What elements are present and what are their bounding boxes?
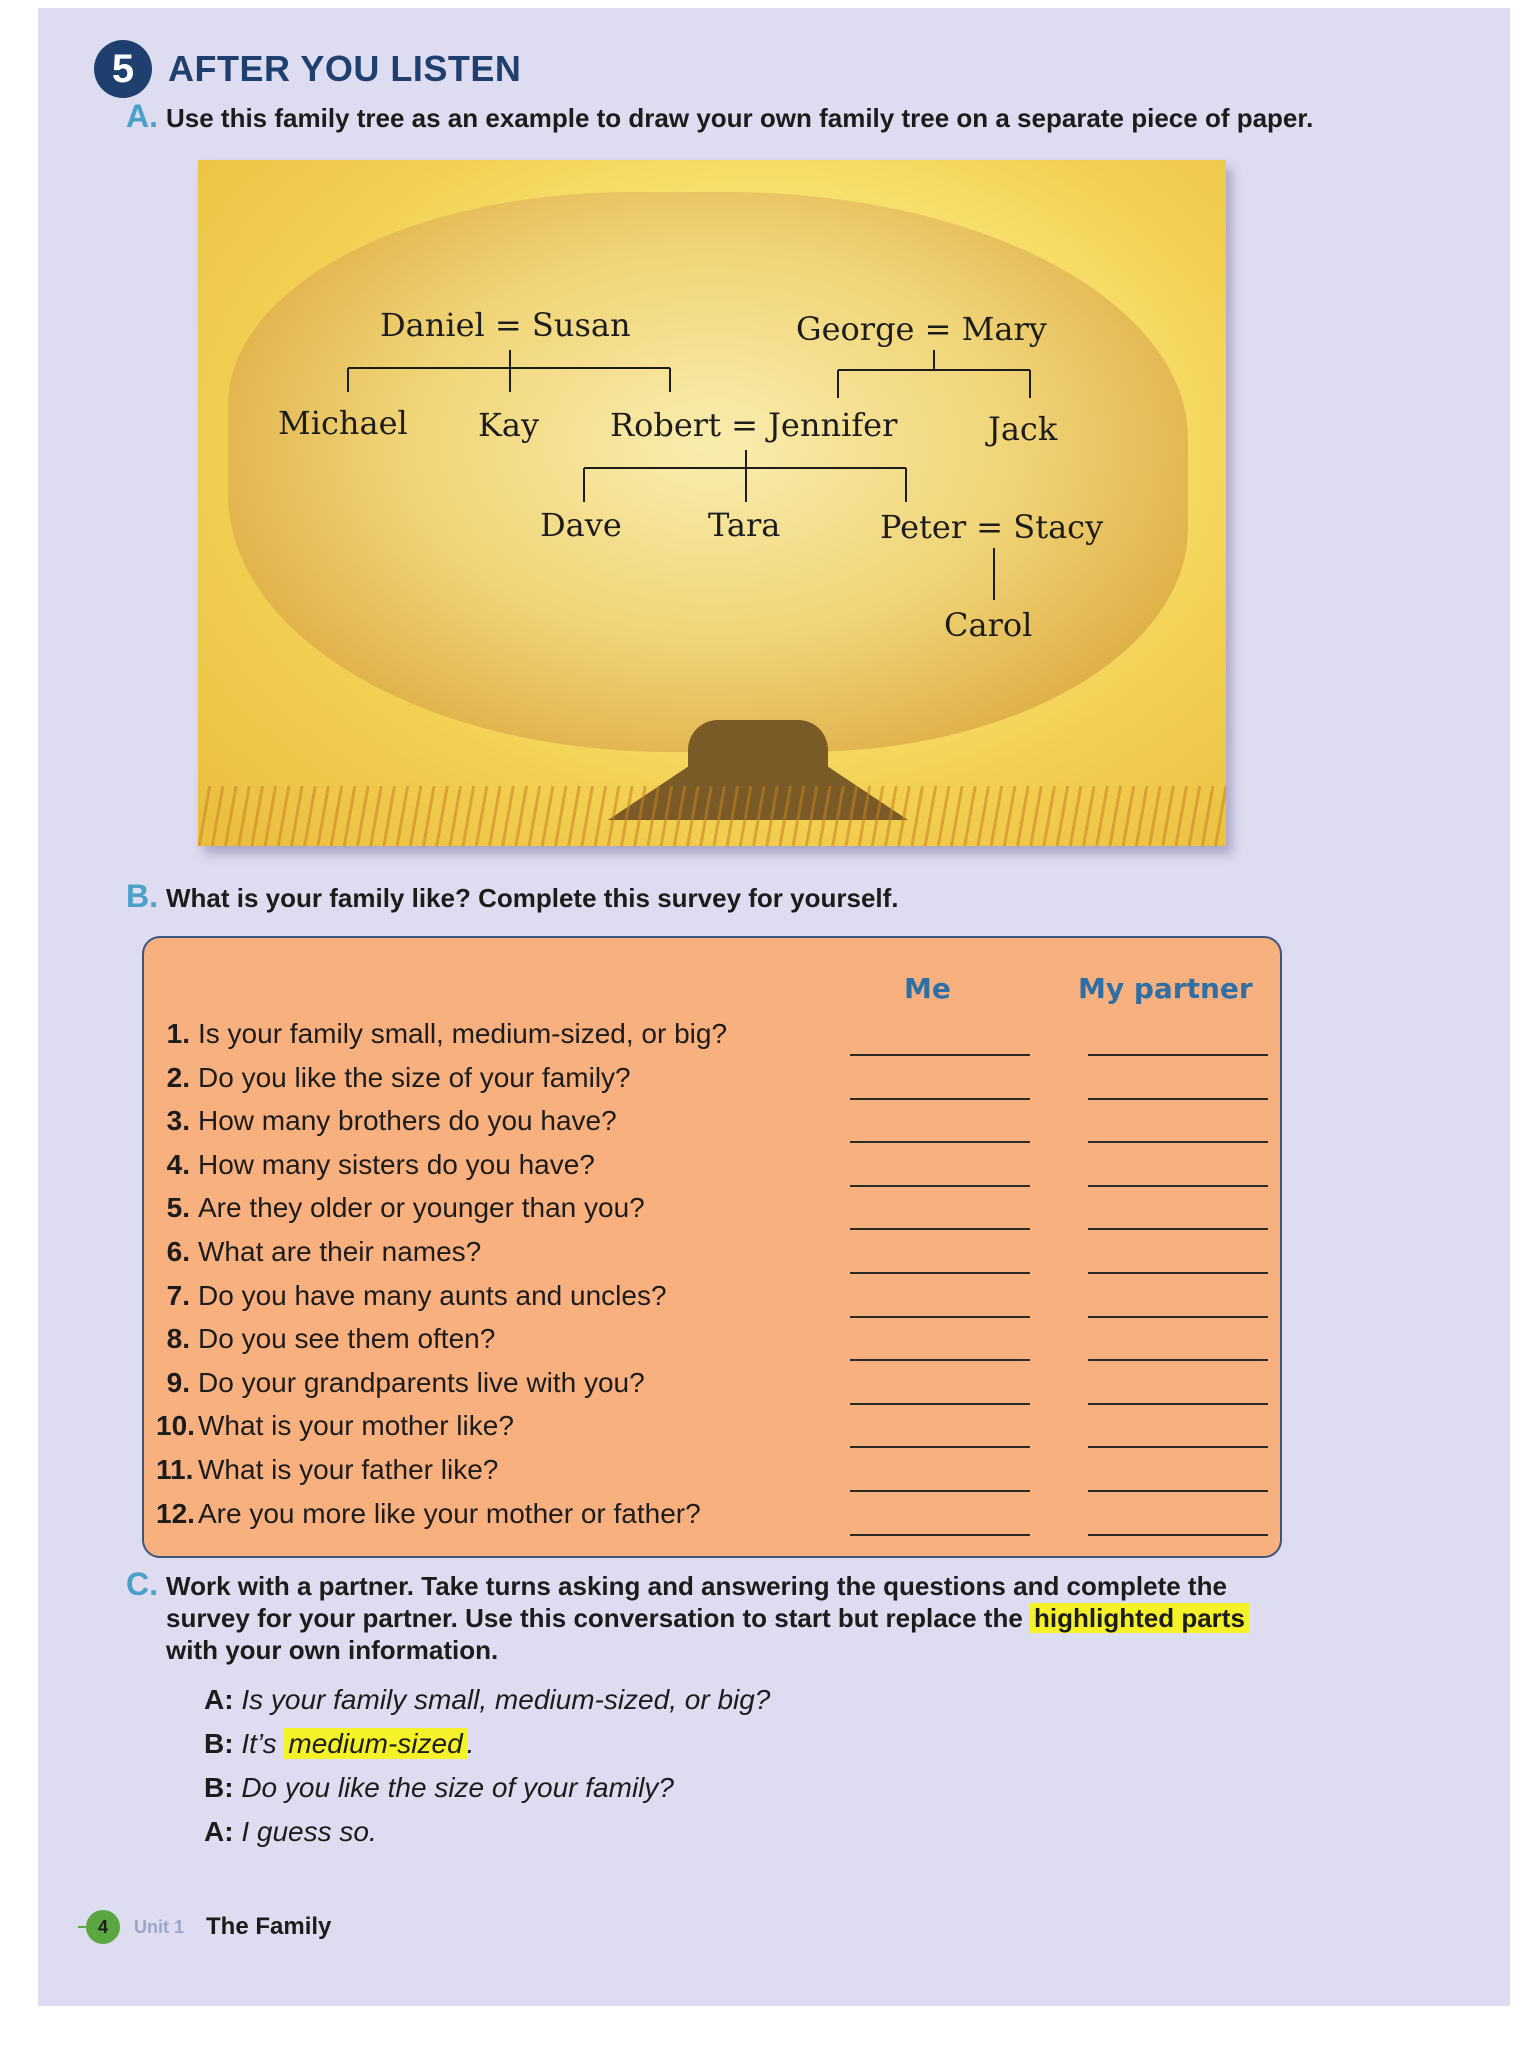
conversation-text: I guess so. bbox=[241, 1816, 377, 1847]
answer-blank-me[interactable] bbox=[850, 1490, 1030, 1492]
answer-blank-partner[interactable] bbox=[1088, 1272, 1268, 1274]
tree-name-michael: Michael bbox=[278, 404, 408, 442]
survey-question bbox=[156, 1105, 776, 1137]
answer-blank-me[interactable] bbox=[850, 1272, 1030, 1274]
survey-question-text: Do you like the size of your family? bbox=[198, 1061, 631, 1093]
answer-blank-me[interactable] bbox=[850, 1141, 1030, 1143]
survey-col-partner: My partner bbox=[1078, 972, 1253, 1005]
answer-blank-me[interactable] bbox=[850, 1228, 1030, 1230]
footer-rule bbox=[78, 1926, 86, 1928]
survey-question-text: What is your father like? bbox=[198, 1454, 499, 1485]
part-c-highlight: highlighted parts bbox=[1030, 1603, 1249, 1633]
workbook-page bbox=[38, 8, 1510, 2006]
survey-question bbox=[156, 1367, 776, 1399]
survey-question bbox=[156, 1062, 776, 1094]
survey-question-number: 8. bbox=[166, 1323, 190, 1355]
conversation-text: It’s bbox=[241, 1728, 277, 1759]
tree-name-tara: Tara bbox=[708, 506, 781, 544]
survey-question bbox=[156, 1498, 776, 1530]
conversation-text: Do you like the size of your family? bbox=[241, 1772, 674, 1803]
footer-unit: Unit 1 bbox=[134, 1916, 185, 1937]
conversation-line bbox=[204, 1728, 474, 1760]
answer-blank-me[interactable] bbox=[850, 1446, 1030, 1448]
survey-question-text: Do you have many aunts and uncles? bbox=[198, 1279, 667, 1311]
survey-question-text: Are they older or younger than you? bbox=[198, 1192, 645, 1224]
survey-question bbox=[156, 1410, 776, 1442]
tree-name-peter-stacy: Peter = Stacy bbox=[880, 508, 1104, 546]
answer-blank-me[interactable] bbox=[850, 1403, 1030, 1405]
answer-blank-me[interactable] bbox=[850, 1316, 1030, 1318]
answer-blank-partner[interactable] bbox=[1088, 1446, 1268, 1448]
answer-blank-me[interactable] bbox=[850, 1185, 1030, 1187]
survey-question-number: 5. bbox=[166, 1192, 190, 1224]
tree-name-kay: Kay bbox=[478, 406, 540, 444]
survey-question-text: How many sisters do you have? bbox=[198, 1148, 595, 1180]
survey-question-number: 1. bbox=[166, 1018, 190, 1049]
speaker-label: A: bbox=[204, 1684, 234, 1715]
survey-question-number: 4. bbox=[166, 1148, 190, 1180]
family-tree-lines bbox=[198, 160, 1226, 846]
part-a-text: Use this family tree as an example to draw your own family tree on a separate piece of paper. bbox=[166, 103, 1314, 133]
speaker-label: B: bbox=[204, 1728, 234, 1759]
answer-blank-partner[interactable] bbox=[1088, 1534, 1268, 1536]
survey-question-text: How many brothers do you have? bbox=[198, 1105, 617, 1137]
survey-question-number: 10. bbox=[156, 1410, 195, 1442]
survey-box bbox=[142, 936, 1282, 1558]
survey-col-me: Me bbox=[904, 972, 951, 1005]
survey-question-text: What is your mother like? bbox=[198, 1410, 514, 1442]
part-b-text: What is your family like? Complete this survey for yourself. bbox=[166, 883, 899, 913]
answer-blank-partner[interactable] bbox=[1088, 1228, 1268, 1230]
answer-blank-me[interactable] bbox=[850, 1054, 1030, 1056]
survey-question-number: 12. bbox=[156, 1497, 195, 1529]
footer-title: The Family bbox=[206, 1913, 332, 1940]
section-title: AFTER YOU LISTEN bbox=[168, 48, 522, 89]
survey-question-text: Is your family small, medium-sized, or big? bbox=[198, 1018, 728, 1049]
part-b-instruction bbox=[126, 880, 899, 914]
conversation-highlight: medium-sized bbox=[284, 1728, 466, 1759]
page-number: 4 bbox=[86, 1910, 120, 1944]
conversation-text: Is your family small, medium-sized, or big? bbox=[241, 1684, 771, 1715]
survey-question-number: 9. bbox=[166, 1366, 190, 1398]
part-c-line1: Work with a partner. Take turns asking and answering the questions and complete the bbox=[166, 1571, 1227, 1601]
section-header bbox=[94, 40, 521, 98]
survey-question bbox=[156, 1018, 776, 1050]
answer-blank-partner[interactable] bbox=[1088, 1403, 1268, 1405]
part-b-letter: B. bbox=[126, 878, 158, 914]
conversation-text-end: . bbox=[466, 1728, 475, 1759]
survey-question-text: Are you more like your mother or father? bbox=[198, 1497, 701, 1529]
part-a-instruction bbox=[126, 100, 1313, 134]
part-a-letter: A. bbox=[126, 98, 158, 134]
survey-question bbox=[156, 1192, 776, 1224]
answer-blank-partner[interactable] bbox=[1088, 1141, 1268, 1143]
speaker-label: B: bbox=[204, 1772, 234, 1803]
survey-question-text: Do your grandparents live with you? bbox=[198, 1366, 645, 1398]
tree-name-carol: Carol bbox=[944, 606, 1033, 644]
page-footer bbox=[78, 1910, 331, 1944]
part-c-letter: C. bbox=[126, 1566, 158, 1602]
conversation-line bbox=[204, 1684, 770, 1716]
survey-question bbox=[156, 1149, 776, 1181]
part-c-line2: survey for your partner. Use this conversation to start but replace the bbox=[166, 1603, 1023, 1633]
survey-question-text: Do you see them often? bbox=[198, 1323, 496, 1355]
answer-blank-me[interactable] bbox=[850, 1098, 1030, 1100]
conversation-line bbox=[204, 1816, 377, 1848]
answer-blank-partner[interactable] bbox=[1088, 1359, 1268, 1361]
survey-question bbox=[156, 1323, 776, 1355]
tree-name-daniel-susan: Daniel = Susan bbox=[380, 306, 631, 344]
answer-blank-partner[interactable] bbox=[1088, 1098, 1268, 1100]
answer-blank-partner[interactable] bbox=[1088, 1316, 1268, 1318]
survey-question bbox=[156, 1280, 776, 1312]
speaker-label: A: bbox=[204, 1816, 234, 1847]
tree-name-jack: Jack bbox=[988, 410, 1058, 448]
tree-name-dave: Dave bbox=[540, 506, 622, 544]
conversation-line bbox=[204, 1772, 674, 1804]
answer-blank-partner[interactable] bbox=[1088, 1490, 1268, 1492]
answer-blank-partner[interactable] bbox=[1088, 1054, 1268, 1056]
survey-question-number: 11. bbox=[156, 1454, 194, 1485]
part-c-instruction bbox=[126, 1568, 1249, 1666]
page-margin bbox=[0, 0, 38, 2048]
family-tree-illustration bbox=[198, 160, 1226, 846]
answer-blank-me[interactable] bbox=[850, 1534, 1030, 1536]
survey-question bbox=[156, 1454, 776, 1486]
answer-blank-me[interactable] bbox=[850, 1359, 1030, 1361]
survey-question-number: 7. bbox=[166, 1279, 190, 1311]
tree-name-robert-jennifer: Robert = Jennifer bbox=[610, 406, 898, 444]
answer-blank-partner[interactable] bbox=[1088, 1185, 1268, 1187]
survey-question-text: What are their names? bbox=[198, 1236, 482, 1267]
survey-question-number: 2. bbox=[166, 1061, 190, 1093]
section-number: 5 bbox=[94, 40, 152, 98]
survey-question bbox=[156, 1236, 776, 1268]
part-c-line3: with your own information. bbox=[166, 1635, 499, 1665]
survey-question-number: 6. bbox=[166, 1236, 190, 1267]
tree-name-george-mary: George = Mary bbox=[796, 310, 1047, 348]
survey-question-number: 3. bbox=[166, 1105, 190, 1137]
